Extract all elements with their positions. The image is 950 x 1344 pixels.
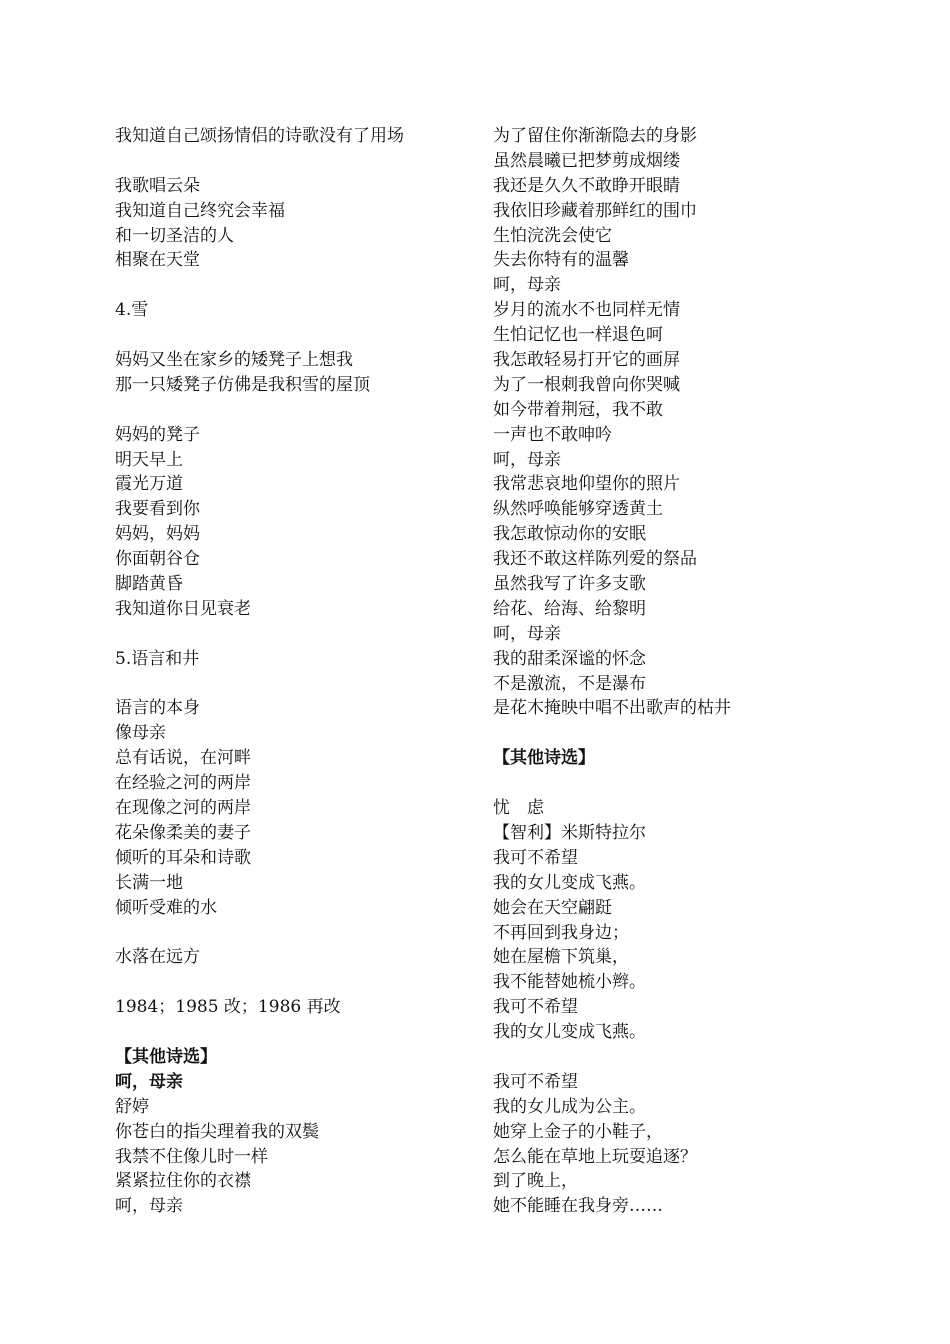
poem-line: 我歌唱云朵 (115, 175, 200, 196)
poem-line: 我的甜柔深谧的怀念 (493, 648, 646, 669)
blank-line (115, 622, 475, 647)
poem-line: 我可不希望 (493, 847, 578, 868)
poem-line: 妈妈，妈妈 (115, 524, 200, 545)
poem-line: 一声也不敢呻吟 (493, 424, 612, 445)
poem-line: 给花、给海、给黎明 (493, 598, 646, 619)
poem-line: 我可不希望 (493, 1071, 578, 1092)
poem-line: 生怕记忆也一样退色呵 (493, 325, 663, 346)
poem-line: 呵，母亲 (493, 275, 561, 296)
poem-line: 我怎敢惊动你的安眠 (493, 524, 646, 545)
poem-line: 纵然呼唤能够穿透黄土 (493, 499, 663, 520)
poem-line: 和一切圣洁的人 (115, 225, 234, 246)
blank-line (115, 1020, 475, 1045)
poem-line: 我常悲哀地仰望你的照片 (493, 474, 680, 495)
poem-line: 失去你特有的温馨 (493, 250, 629, 271)
poem-line: 总有话说，在河畔 (115, 748, 251, 769)
section-heading: 呵，母亲 (115, 1071, 183, 1092)
poem-line: 是花木掩映中唱不出歌声的枯井 (493, 698, 731, 719)
poem-line: 呵，母亲 (493, 449, 561, 470)
blank-line (493, 721, 893, 746)
poem-line: 我不能替她梳小辫。 (493, 972, 646, 993)
poem-line: 生怕浣洗会使它 (493, 225, 612, 246)
poem-line: 我还不敢这样陈列爱的祭品 (493, 549, 697, 570)
section-heading: 【其他诗选】 (115, 1046, 217, 1067)
poem-line: 她不能睡在我身旁…… (493, 1196, 663, 1217)
poem-line: 我还是久久不敢睁开眼睛 (493, 175, 680, 196)
poem-line: 为了一根刺我曾向你哭喊 (493, 374, 680, 395)
poem-line: 水落在远方 (115, 947, 200, 968)
blank-line (115, 323, 475, 348)
blank-line (493, 771, 893, 796)
poem-line: 不再回到我身边； (493, 922, 629, 943)
poem-line: 花朵像柔美的妻子 (115, 822, 251, 843)
poem-line: 如今带着荆冠，我不敢 (493, 399, 663, 420)
poem-line: 我可不希望 (493, 997, 578, 1018)
poem-line: 呵，母亲 (115, 1196, 183, 1217)
poem-line: 我知道自己颂扬情侣的诗歌没有了用场 (115, 126, 404, 146)
section-heading: 【其他诗选】 (493, 748, 595, 769)
poem-line: 我怎敢轻易打开它的画屏 (493, 350, 680, 371)
poem-line: 我知道你日见衰老 (115, 598, 251, 619)
poem-line: 长满一地 (115, 872, 183, 893)
poem-line: 在经验之河的两岸 (115, 773, 251, 794)
blank-line (493, 1045, 893, 1070)
poem-line: 呵，母亲 (493, 623, 561, 644)
poem-line: 那一只矮凳子仿佛是我积雪的屋顶 (115, 374, 370, 395)
poem-line: 我依旧珍藏着那鲜红的围巾 (493, 200, 697, 221)
poem-line: 舒婷 (115, 1096, 149, 1117)
poem-line: 倾听受难的水 (115, 897, 217, 918)
poem-line: 为了留住你渐渐隐去的身影 (493, 126, 697, 146)
poem-line: 忧 虑 (493, 798, 544, 819)
poem-line: 我的女儿变成飞燕。 (493, 1022, 646, 1043)
blank-line (115, 398, 475, 423)
poem-line: 1984；1985 改；1986 再改 (115, 997, 341, 1018)
poem-line: 脚踏黄昏 (115, 574, 183, 595)
poem-line: 你面朝谷仓 (115, 549, 200, 570)
poem-line: 5.语言和井 (115, 648, 200, 669)
poem-line: 虽然晨曦已把梦剪成烟缕 (493, 150, 680, 171)
poem-line: 妈妈又坐在家乡的矮凳子上想我 (115, 350, 353, 371)
blank-line (115, 149, 475, 174)
poem-line: 我的女儿成为公主。 (493, 1096, 646, 1117)
poem-line: 【智利】米斯特拉尔 (493, 822, 646, 843)
poem-line: 她会在天空翩跹 (493, 897, 612, 918)
poem-line: 像母亲 (115, 723, 166, 744)
poem-line: 我的女儿变成飞燕。 (493, 872, 646, 893)
poem-line: 在现像之河的两岸 (115, 798, 251, 819)
poem-line: 岁月的流水不也同样无情 (493, 300, 680, 321)
blank-line (115, 921, 475, 946)
poem-line: 语言的本身 (115, 698, 200, 719)
poem-line: 倾听的耳朵和诗歌 (115, 847, 251, 868)
poem-line: 你苍白的指尖理着我的双鬓 (115, 1121, 319, 1142)
poem-line: 明天早上 (115, 449, 183, 470)
poem-line: 到了晚上， (493, 1171, 578, 1192)
blank-line (115, 672, 475, 697)
poem-line: 她在屋檐下筑巢， (493, 947, 629, 968)
poem-line: 虽然我写了许多支歌 (493, 574, 646, 595)
poem-line: 妈妈的凳子 (115, 424, 200, 445)
blank-line (115, 273, 475, 298)
poem-line: 她穿上金子的小鞋子， (493, 1121, 663, 1142)
poem-line: 我要看到你 (115, 499, 200, 520)
poem-line: 紧紧拉住你的衣襟 (115, 1171, 251, 1192)
poem-line: 不是激流，不是瀑布 (493, 673, 646, 694)
left-text-column (115, 124, 475, 1219)
poem-line: 霞光万道 (115, 474, 183, 495)
poem-line: 怎么能在草地上玩耍追逐？ (493, 1146, 697, 1167)
poem-line: 我禁不住像儿时一样 (115, 1146, 268, 1167)
blank-line (115, 970, 475, 995)
right-text-column (493, 124, 893, 1219)
poem-line: 4.雪 (115, 300, 149, 321)
poem-line: 相聚在天堂 (115, 250, 200, 271)
poem-line: 我知道自己终究会幸福 (115, 200, 285, 221)
